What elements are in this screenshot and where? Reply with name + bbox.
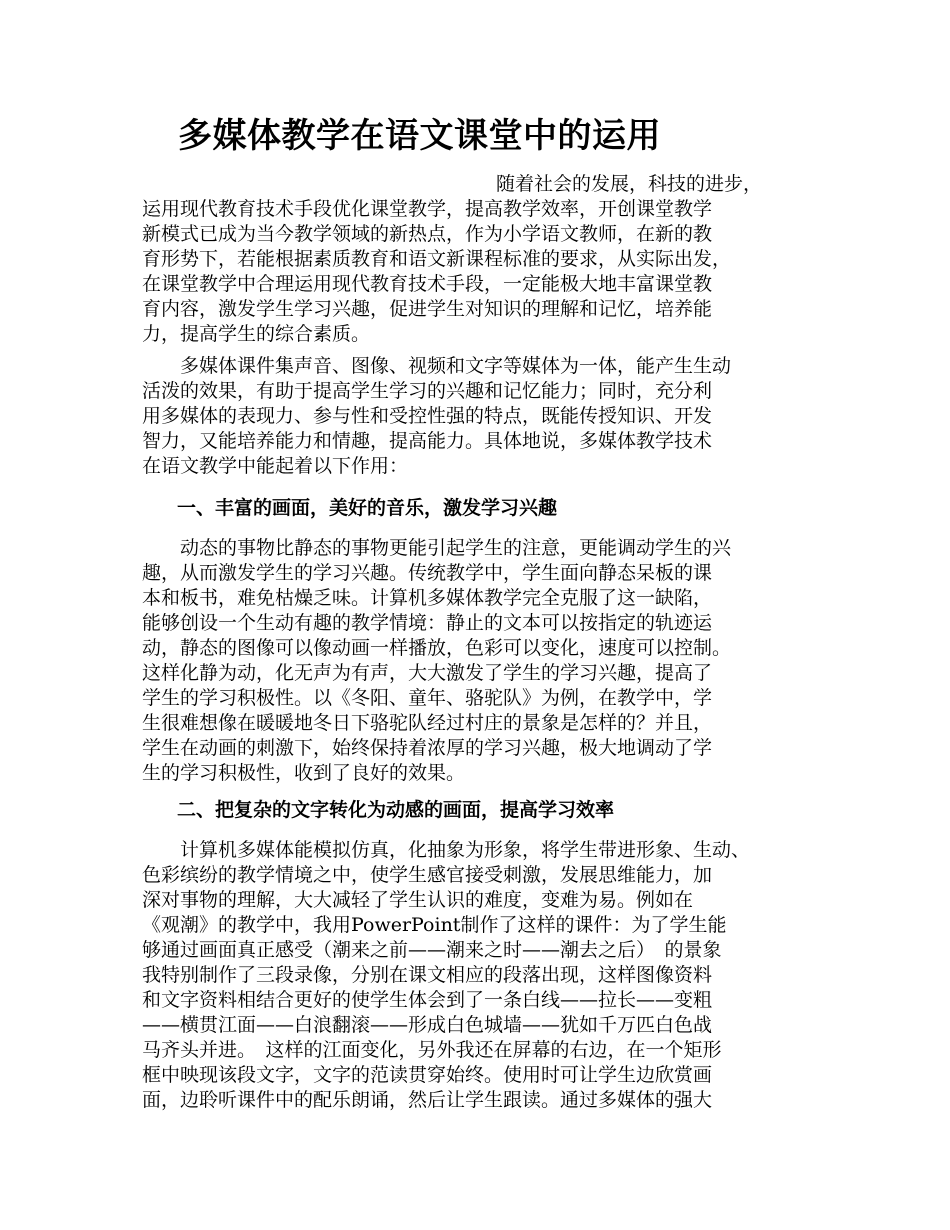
paragraph-line: ——横贯江面——白浪翻滚——形成白色城墙——犹如千万匹白色战	[142, 1014, 713, 1036]
paragraph-line: 《观潮》的教学中，我用PowerPoint制作了这样的课件：为了学生能	[142, 914, 727, 936]
paragraph-line: 趣，从而激发学生的学习兴趣。传统教学中，学生面向静态呆板的课	[142, 562, 713, 584]
paragraph-line: 智力，又能培养能力和情趣，提高能力。具体地说，多媒体教学技术	[142, 430, 713, 452]
paragraph-line: 动态的事物比静态的事物更能引起学生的注意，更能调动学生的兴	[142, 537, 732, 559]
paragraph-line: 框中映现该段文字，文字的范读贯穿始终。使用时可让学生边欣赏画	[142, 1064, 713, 1086]
paragraph-line: 够通过画面真正感受（潮来之前——潮来之时——潮去之后） 的景象	[142, 939, 722, 961]
paragraph-line: 色彩缤纷的教学情境之中，使学生感官接受刺激，发展思维能力，加	[142, 864, 713, 886]
paragraph-line: 育形势下，若能根据素质教育和语文新课程标准的要求，从实际出发，	[142, 248, 732, 270]
intro-paragraph	[142, 172, 762, 347]
paragraph-line: 新模式已成为当今教学领域的新热点，作为小学语文教师，在新的教	[142, 223, 713, 245]
paragraph-line: 深对事物的理解，大大减轻了学生认识的难度，变难为易。例如在	[142, 889, 694, 911]
paragraph-line: 学生在动画的刺激下，始终保持着浓厚的学习兴趣，极大地调动了学	[142, 737, 713, 759]
document-title: 多媒体教学在语文课堂中的运用	[178, 116, 661, 156]
paragraph-line: 和文字资料相结合更好的使学生体会到了一条白线——拉长——变粗	[142, 989, 713, 1011]
paragraph-line: 这样化静为动，化无声为有声，大大激发了学生的学习兴趣，提高了	[142, 662, 713, 684]
paragraph-line: 活泼的效果，有助于提高学生学习的兴趣和记忆能力；同时，充分利	[142, 380, 713, 402]
paragraph-line: 在语文教学中能起着以下作用：	[142, 455, 409, 477]
paragraph-section-2	[142, 838, 750, 1113]
paragraph-multimedia-overview	[142, 354, 731, 479]
section-heading-1: 一、丰富的画面，美好的音乐，激发学习兴趣	[177, 497, 558, 519]
paragraph-line: 育内容，激发学生学习兴趣，促进学生对知识的理解和记忆，培养能	[142, 298, 713, 320]
paragraph-line: 本和板书，难免枯燥乏味。计算机多媒体教学完全克服了这一缺陷，	[142, 587, 713, 609]
paragraph-line: 我特别制作了三段录像，分别在课文相应的段落出现，这样图像资料	[142, 964, 713, 986]
paragraph-line: 马齐头并进。 这样的江面变化，另外我还在屏幕的右边，在一个矩形	[142, 1039, 722, 1061]
paragraph-line: 生很难想像在暖暖地冬日下骆驼队经过村庄的景象是怎样的？并且，	[142, 712, 713, 734]
paragraph-line: 随着社会的发展，科技的进步，	[496, 173, 763, 195]
paragraph-line: 运用现代教育技术手段优化课堂教学，提高教学效率，开创课堂教学	[142, 198, 713, 220]
paragraph-line: 动，静态的图像可以像动画一样播放，色彩可以变化，速度可以控制。	[142, 637, 732, 659]
paragraph-line: 学生的学习积极性。以《冬阳、童年、骆驼队》为例，在教学中，学	[142, 687, 713, 709]
paragraph-line: 力，提高学生的综合素质。	[142, 323, 371, 345]
paragraph-line: 面，边聆听课件中的配乐朗诵，然后让学生跟读。通过多媒体的强大	[142, 1089, 713, 1111]
paragraph-line: 在课堂教学中合理运用现代教育技术手段，一定能极大地丰富课堂教	[142, 273, 713, 295]
section-heading-2: 二、把复杂的文字转化为动感的画面，提高学习效率	[177, 799, 615, 821]
paragraph-section-1	[142, 536, 731, 786]
paragraph-line: 用多媒体的表现力、参与性和受控性强的特点，既能传授知识、开发	[142, 405, 713, 427]
paragraph-line: 生的学习积极性，收到了良好的效果。	[142, 762, 466, 784]
paragraph-line: 多媒体课件集声音、图像、视频和文字等媒体为一体，能产生生动	[142, 355, 732, 377]
paragraph-line: 能够创设一个生动有趣的教学情境：静止的文本可以按指定的轨迹运	[142, 612, 713, 634]
paragraph-line: 计算机多媒体能模拟仿真，化抽象为形象，将学生带进形象、生动、	[142, 839, 751, 861]
